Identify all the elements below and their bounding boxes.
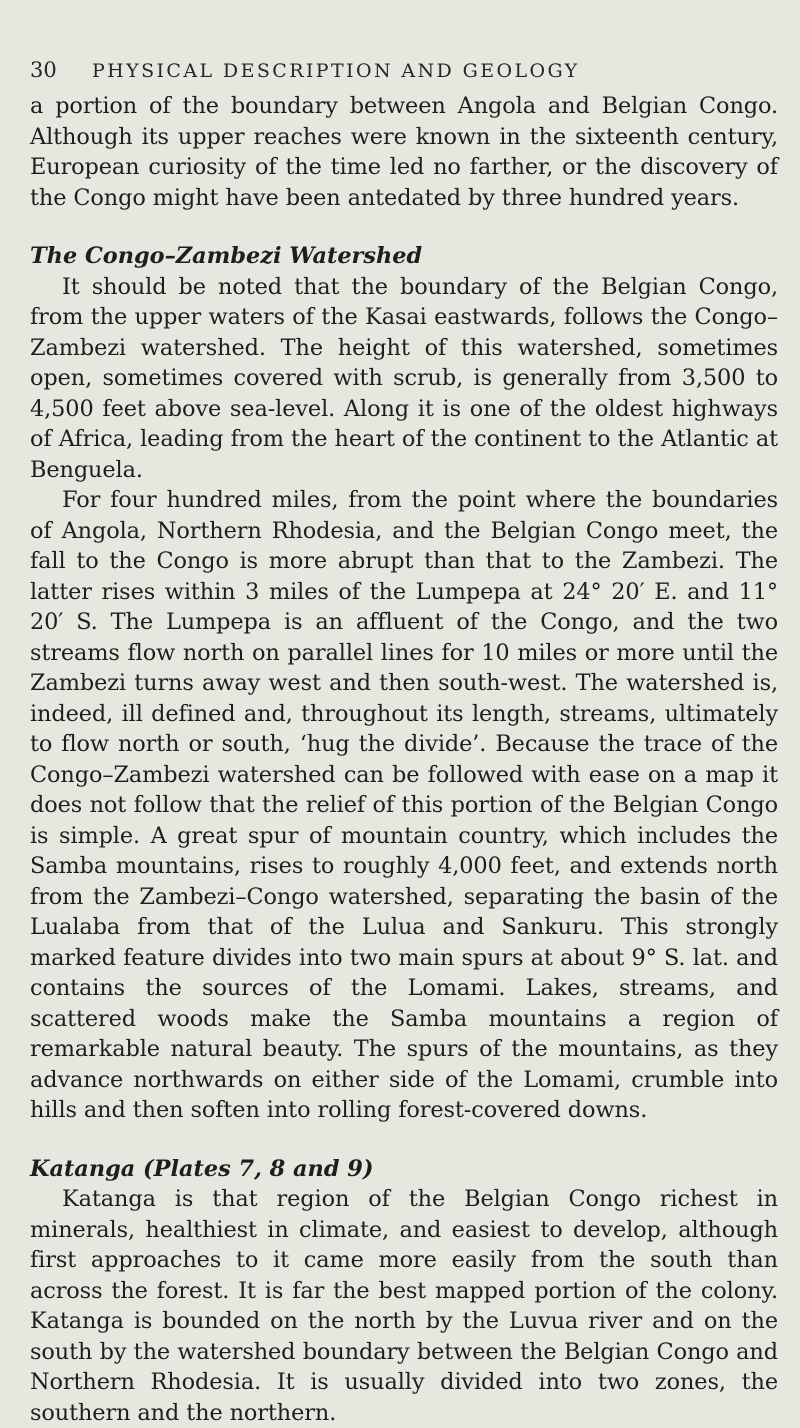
body-paragraph: Katanga is that region of the Belgian Congo richest in minerals, healthiest in climate, and easiest to develop, although first approaches to it came more easily from the south than across the forest. It is far the best mapped portion of the colony. Katanga is bounded on the north by the Luvua river and on the south by the watershed boundary between the Belgian Congo and Northern Rhodesia. It is usually divided into two zones, the southern and the northern.	[30, 1184, 778, 1428]
section-katanga	[30, 1154, 778, 1428]
body-paragraph: For four hundred miles, from the point where the boundaries of Angola, Northern Rhodesia, and the Belgian Congo meet, the fall to the Congo is more abrupt than that to the Zambezi. The latter rises within 3 miles of the Lumpepa at 24° 20′ E. and 11° 20′ S. The Lumpepa is an affluent of the Congo, and the two streams flow north on parallel lines for 10 miles or more until the Zambezi turns away west and then south-west. The watershed is, indeed, ill defined and, throughout its length, streams, ultimately to flow north or south, ‘hug the divide’. Because the trace of the Congo–Zambezi watershed can be followed with ease on a map it does not follow that the relief of this portion of the Belgian Congo is simple. A great spur of mountain country, which includes the Samba mountains, rises to roughly 4,000 feet, and extends north from the Zambezi–Congo watershed, separating the basin of the Lualaba from that of the Lulua and Sankuru. This strongly marked feature divides into two main spurs at about 9° S. lat. and contains the sources of the Lomami. Lakes, streams, and scattered woods make the Samba mountains a region of remarkable natural beauty. The spurs of the mountains, as they advance northwards on either side of the Lomami, crumble into hills and then soften into rolling forest-covered downs.	[30, 485, 778, 1126]
running-head	[30, 58, 778, 91]
body-paragraph: It should be noted that the boundary of the Belgian Congo, from the upper waters of the Kasai eastwards, follows the Congo–Zambezi watershed. The height of this watershed, sometimes open, sometimes covered with scrub, is generally from 3,500 to 4,500 feet above sea-level. Along it is one of the oldest highways of Africa, leading from the heart of the continent to the Atlantic at Benguela.	[30, 272, 778, 486]
section-heading: Katanga (Plates 7, 8 and 9)	[30, 1154, 778, 1185]
page-number: 30	[30, 58, 92, 82]
section-congo-zambezi-watershed	[30, 241, 778, 1126]
running-title: PHYSICAL DESCRIPTION AND GEOLOGY	[92, 60, 580, 82]
section-heading: The Congo–Zambezi Watershed	[30, 241, 778, 272]
intro-paragraph: a portion of the boundary between Angola and Belgian Congo. Although its upper reaches were known in the sixteenth century, European curiosity of the time led no farther, or the discovery of the Congo might have been antedated by three hundred years.	[30, 91, 778, 213]
section-gap	[30, 213, 778, 241]
section-gap	[30, 1126, 778, 1154]
